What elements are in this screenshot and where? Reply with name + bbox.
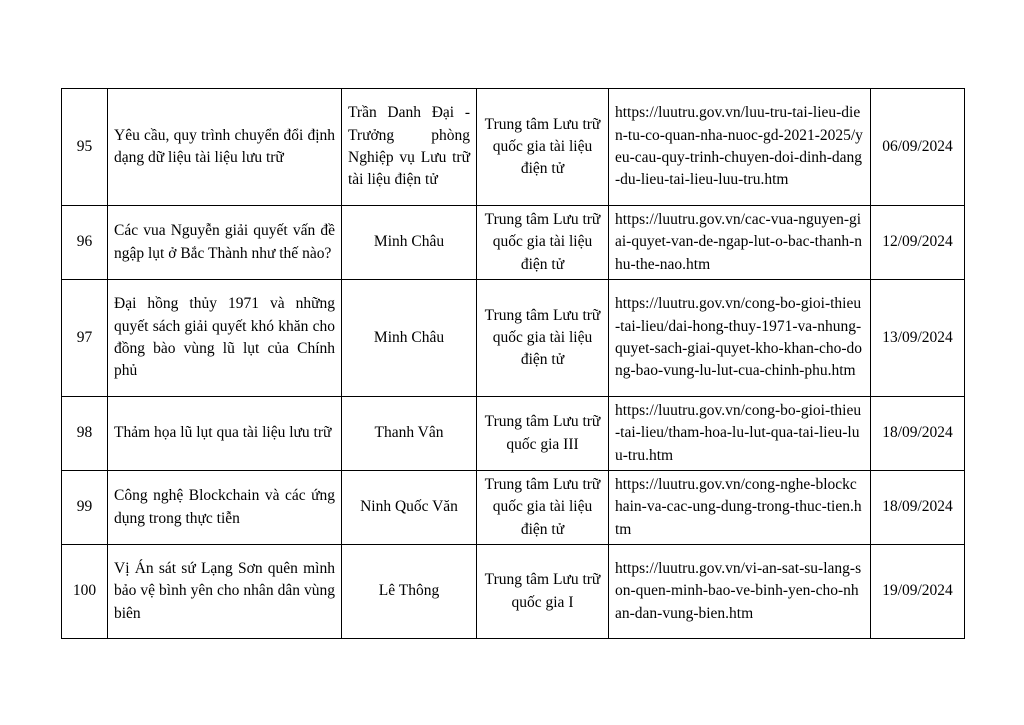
row-number: 99	[62, 471, 108, 545]
article-unit: Trung tâm Lưu trữ quốc gia III	[477, 397, 609, 471]
article-date: 13/09/2024	[871, 280, 965, 397]
row-number: 98	[62, 397, 108, 471]
article-title: Yêu cầu, quy trình chuyển đổi định dạng dữ liệu tài liệu lưu trữ	[108, 89, 342, 206]
article-title: Các vua Nguyễn giải quyết vấn đề ngập lụt ở Bắc Thành như thế nào?	[108, 206, 342, 280]
article-unit: Trung tâm Lưu trữ quốc gia I	[477, 545, 609, 639]
article-date: 06/09/2024	[871, 89, 965, 206]
table-row	[62, 471, 965, 545]
article-date: 18/09/2024	[871, 397, 965, 471]
article-unit: Trung tâm Lưu trữ quốc gia tài liệu điện tử	[477, 206, 609, 280]
article-unit: Trung tâm Lưu trữ quốc gia tài liệu điện tử	[477, 89, 609, 206]
article-unit: Trung tâm Lưu trữ quốc gia tài liệu điện tử	[477, 471, 609, 545]
article-link-cell	[609, 545, 871, 639]
article-link[interactable]: https://luutru.gov.vn/cac-vua-nguyen-giai-quyet-van-de-ngap-lut-o-bac-thanh-nhu-the-nao.htm	[615, 211, 863, 273]
article-author: Ninh Quốc Văn	[342, 471, 477, 545]
row-number: 97	[62, 280, 108, 397]
article-unit: Trung tâm Lưu trữ quốc gia tài liệu điện tử	[477, 280, 609, 397]
article-title: Công nghệ Blockchain và các ứng dụng trong thực tiễn	[108, 471, 342, 545]
article-link[interactable]: https://luutru.gov.vn/cong-nghe-blockchain-va-cac-ung-dung-trong-thuc-tien.htm	[615, 476, 862, 538]
article-date: 12/09/2024	[871, 206, 965, 280]
article-link-cell	[609, 89, 871, 206]
article-title: Đại hồng thủy 1971 và những quyết sách giải quyết khó khăn cho đồng bào vùng lũ lụt của Chính phủ	[108, 280, 342, 397]
row-number: 100	[62, 545, 108, 639]
article-link[interactable]: https://luutru.gov.vn/cong-bo-gioi-thieu-tai-lieu/tham-hoa-lu-lut-qua-tai-lieu-luu-tru.htm	[615, 402, 862, 464]
article-date: 19/09/2024	[871, 545, 965, 639]
article-link[interactable]: https://luutru.gov.vn/luu-tru-tai-lieu-dien-tu-co-quan-nha-nuoc-gd-2021-2025/yeu-cau-quy-trinh-chuyen-doi-dinh-dang-du-lieu-tai-lieu-luu-tru.htm	[615, 104, 863, 189]
article-title: Vị Án sát sứ Lạng Sơn quên mình bảo vệ bình yên cho nhân dân vùng biên	[108, 545, 342, 639]
article-link[interactable]: https://luutru.gov.vn/vi-an-sat-su-lang-son-quen-minh-bao-ve-binh-yen-cho-nhan-dan-vung-bien.htm	[615, 560, 862, 622]
article-author: Trần Danh Đại - Trưởng phòng Nghiệp vụ Lưu trữ tài liệu điện tử	[342, 89, 477, 206]
table-row	[62, 89, 965, 206]
article-link[interactable]: https://luutru.gov.vn/cong-bo-gioi-thieu-tai-lieu/dai-hong-thuy-1971-va-nhung-quyet-sach-giai-quyet-kho-khan-cho-dong-bao-vung-lu-lut-cua-chinh-phu.htm	[615, 295, 863, 380]
row-number: 95	[62, 89, 108, 206]
article-link-cell	[609, 471, 871, 545]
row-number: 96	[62, 206, 108, 280]
article-link-cell	[609, 397, 871, 471]
article-author: Thanh Vân	[342, 397, 477, 471]
article-author: Minh Châu	[342, 280, 477, 397]
table-row	[62, 206, 965, 280]
table-row	[62, 280, 965, 397]
article-author: Lê Thông	[342, 545, 477, 639]
article-table	[61, 88, 965, 639]
table-row	[62, 397, 965, 471]
article-date: 18/09/2024	[871, 471, 965, 545]
article-link-cell	[609, 206, 871, 280]
article-author: Minh Châu	[342, 206, 477, 280]
article-title: Thảm họa lũ lụt qua tài liệu lưu trữ	[108, 397, 342, 471]
article-link-cell	[609, 280, 871, 397]
table-row	[62, 545, 965, 639]
